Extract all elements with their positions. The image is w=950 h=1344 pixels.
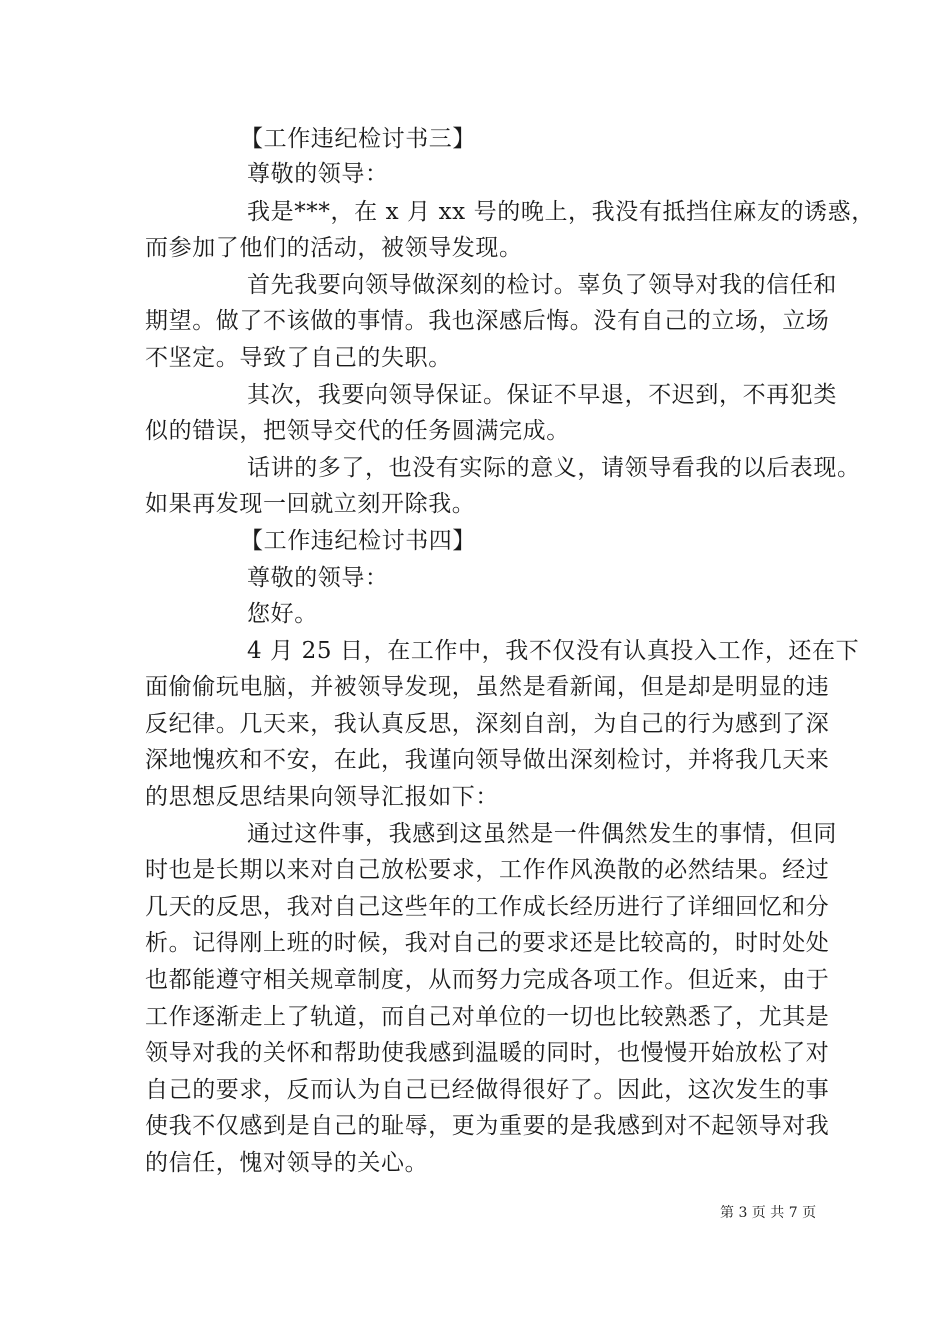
paragraph-line: 几天的反思，我对自己这些年的工作成长经历进行了详细回忆和分 (145, 894, 830, 920)
paragraph-line: 工作逐渐走上了轨道，而自己对单位的一切也比较熟悉了，尤其是 (145, 1004, 830, 1030)
paragraph-line: 也都能遵守相关规章制度，从而努力完成各项工作。但近来，由于 (145, 967, 830, 993)
paragraph-line: 领导对我的关怀和帮助使我感到温暖的同时，也慢慢开始放松了对 (145, 1040, 830, 1066)
paragraph-line: 自己的要求，反而认为自己已经做得很好了。因此，这次发生的事 (145, 1077, 830, 1103)
paragraph-line: 4 月 25 日，在工作中，我不仅没有认真投入工作，还在下 (247, 638, 860, 664)
paragraph-line: 话讲的多了，也没有实际的意义，请领导看我的以后表现。 (247, 455, 861, 481)
paragraph-line: 面偷偷玩电脑，并被领导发现，虽然是看新闻，但是却是明显的违 (145, 674, 830, 700)
paragraph-line: 时也是长期以来对自己放松要求，工作作风涣散的必然结果。经过 (145, 857, 830, 883)
paragraph-line: 通过这件事，我感到这虽然是一件偶然发生的事情，但同 (247, 821, 837, 847)
paragraph-line: 深地愧疚和不安，在此，我谨向领导做出深刻检讨，并将我几天来 (145, 747, 830, 773)
section-heading-three: 【工作违纪检讨书三】 (240, 126, 476, 152)
paragraph-line: 使我不仅感到是自己的耻辱，更为重要的是我感到对不起领导对我 (145, 1113, 830, 1139)
page-number: 第 3 页 共 7 页 (720, 1205, 817, 1221)
paragraph-line: 的思想反思结果向领导汇报如下： (145, 784, 499, 810)
salutation: 尊敬的领导： (247, 161, 389, 187)
paragraph-line: 首先我要向领导做深刻的检讨。辜负了领导对我的信任和 (247, 272, 837, 298)
paragraph-line: 如果再发现一回就立刻开除我。 (145, 491, 476, 517)
paragraph-line: 反纪律。几天来，我认真反思，深刻自剖，为自己的行为感到了深 (145, 711, 830, 737)
paragraph-line: 的信任，愧对领导的关心。 (145, 1150, 429, 1176)
paragraph-line: 而参加了他们的活动，被领导发现。 (145, 235, 523, 261)
paragraph-line: 期望。做了不该做的事情。我也深感后悔。没有自己的立场，立场 (145, 308, 830, 334)
greeting: 您好。 (247, 601, 318, 627)
paragraph-line: 我是***，在 x 月 xx 号的晚上，我没有抵挡住麻友的诱惑， (247, 199, 875, 225)
paragraph-line: 不坚定。导致了自己的失职。 (145, 345, 452, 371)
paragraph-line: 似的错误，把领导交代的任务圆满完成。 (145, 418, 570, 444)
paragraph-line: 其次，我要向领导保证。保证不早退，不迟到，不再犯类 (247, 382, 837, 408)
section-heading-four: 【工作违纪检讨书四】 (240, 528, 476, 554)
paragraph-line: 析。记得刚上班的时候，我对自己的要求还是比较高的，时时处处 (145, 930, 830, 956)
salutation: 尊敬的领导： (247, 565, 389, 591)
